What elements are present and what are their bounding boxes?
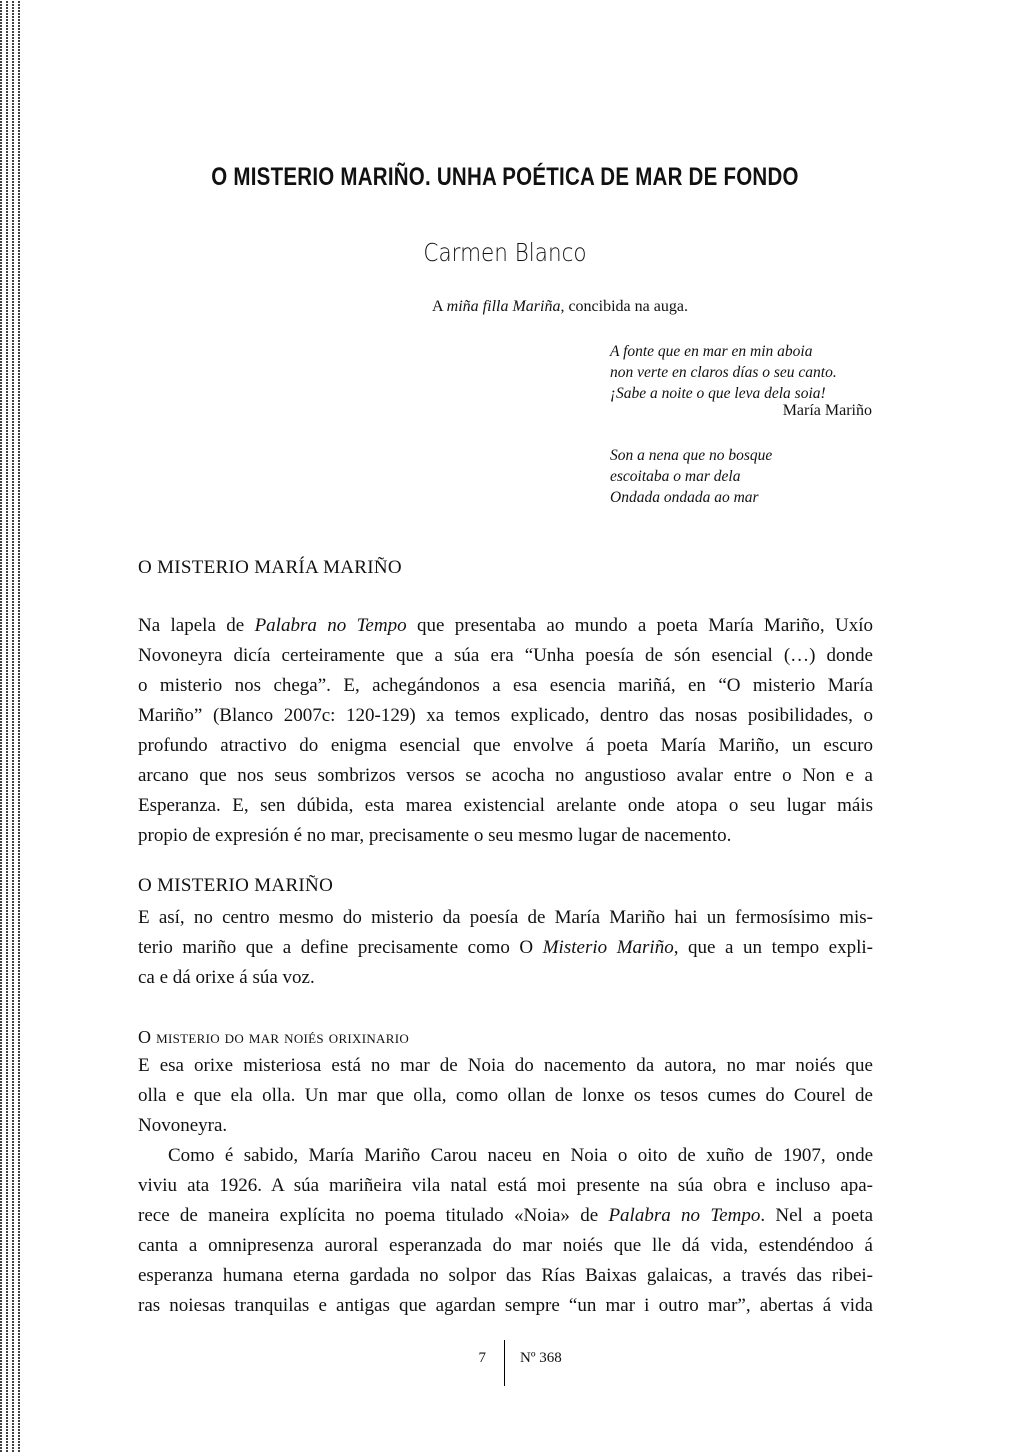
poem-signature: María Mariño [782,402,872,419]
section-text [138,903,873,993]
footer-divider [504,1340,505,1386]
article-title: O MISTERIO MARIÑO. UNHA POÉTICA DE MAR DE FONDO [211,163,799,191]
section-heading: O misterio do mar noiés orixinario [138,1027,410,1047]
section-heading: O MISTERIO MARÍA MARIÑO [138,557,402,578]
text-segment: E así, no centro mesmo do misterio da poesía de María Mariño hai un fermosísimo mis- [138,907,873,928]
dedication-prefix: A [432,298,447,315]
text-segment: esperanza humana eterna gardada no solpor das Rías Baixas galaicas, a través das ribei- [138,1265,873,1286]
text-line [138,671,873,701]
text-line [138,1111,873,1141]
text-segment: ras noiesas tranquilas e antigas que agardan sempre “un mar i outro mar”, abertas á vida [138,1295,873,1316]
text-segment: Mariño” (Blanco 2007c: 120-129) xa temos explicado, dentro das nosas posibilidades, o [138,705,873,726]
text-segment: Novoneyra. [138,1115,228,1136]
italic-title: Palabra no Tempo [254,615,407,636]
text-line [138,963,873,993]
dedication-suffix: , concibida na auga. [560,298,688,315]
text-line [138,731,873,761]
text-line [138,641,873,671]
italic-title: Palabra no Tempo [608,1205,761,1226]
poem-line: ¡Sabe a noite o que leva dela soia! [610,385,826,402]
text-line [138,761,873,791]
epigraph-poem-2 [610,445,772,508]
poem-line: Ondada ondada ao mar [610,489,759,506]
page-number: 7 [478,1350,486,1366]
dedication-italic: miña filla Mariña [446,298,561,315]
text-line [138,933,873,963]
text-segment: ca e dá orixe á súa voz. [138,967,315,988]
page-edge-pattern-overlay [0,0,20,1452]
paragraph [138,1141,873,1321]
text-line [138,1051,873,1081]
text-segment: viviu ata 1926. A súa mariñeira vila natal está moi presente na súa obra e incluso apa- [138,1175,873,1196]
text-segment: Na lapela de [138,615,255,636]
paragraph [138,1051,873,1141]
section-text [138,611,873,851]
section-text [138,1051,873,1321]
text-line [138,1291,873,1321]
text-segment: terio mariño que a define precisamente como O [138,937,543,958]
epigraph-poem-1 [610,341,837,404]
poem-line: A fonte que en mar en min aboia [610,343,813,360]
text-line [138,903,873,933]
text-segment: profundo atractivo do enigma esencial que envolve á poeta María Mariño, un escuro [138,735,873,756]
text-segment: , que a un tempo expli- [673,937,873,958]
section-heading: O MISTERIO MARIÑO [138,875,334,896]
text-segment: propio de expresión é no mar, precisamente o seu mesmo lugar de nacemento. [138,825,732,846]
text-line [138,701,873,731]
italic-title: Misterio Mariño [542,937,674,958]
text-segment: E esa orixe misteriosa está no mar de Noia do nacemento da autora, no mar noiés que [138,1055,873,1076]
text-line [138,821,873,851]
text-line [138,1261,873,1291]
dedication [432,298,688,316]
text-line [138,791,873,821]
text-line [138,1081,873,1111]
text-segment: Como é sabido, María Mariño Carou naceu en Noia o oito de xuño de 1907, onde [168,1145,873,1166]
text-line [138,1141,873,1171]
text-segment: Esperanza. E, sen dúbida, esta marea existencial arelante onde atopa o seu lugar máis [138,795,873,816]
text-segment: o misterio nos chega”. E, achegándonos a esa esencia mariñá, en “O misterio María [138,675,873,696]
paragraph [138,903,873,993]
text-segment: . Nel a poeta [760,1205,873,1226]
text-segment: arcano que nos seus sombrizos versos se acocha no angustioso avalar entre o Non e a [138,765,873,786]
poem-line: Son a nena que no bosque [610,447,773,464]
text-line [138,1171,873,1201]
poem-line: escoitaba o mar dela [610,468,741,485]
text-line [138,1201,873,1231]
article-author: Carmen Blanco [423,238,587,267]
text-line [138,1231,873,1261]
text-segment: rece de maneira explícita no poema titulado «Noia» de [138,1205,609,1226]
text-segment: canta a omnipresenza auroral esperanzada do mar noiés que lle dá vida, estendéndoo á [138,1235,873,1256]
text-segment: que presentaba ao mundo a poeta María Mariño, Uxío [406,615,873,636]
text-segment: olla e que ela olla. Un mar que olla, como ollan de lonxe os tesos cumes do Courel de [138,1085,873,1106]
poem-line: non verte en claros días o seu canto. [610,364,837,381]
text-segment: Novoneyra dicía certeiramente que a súa era “Unha poesía de són esencial (…) donde [138,645,873,666]
paragraph [138,611,873,851]
issue-number: Nº 368 [520,1350,562,1366]
text-line [138,611,873,641]
